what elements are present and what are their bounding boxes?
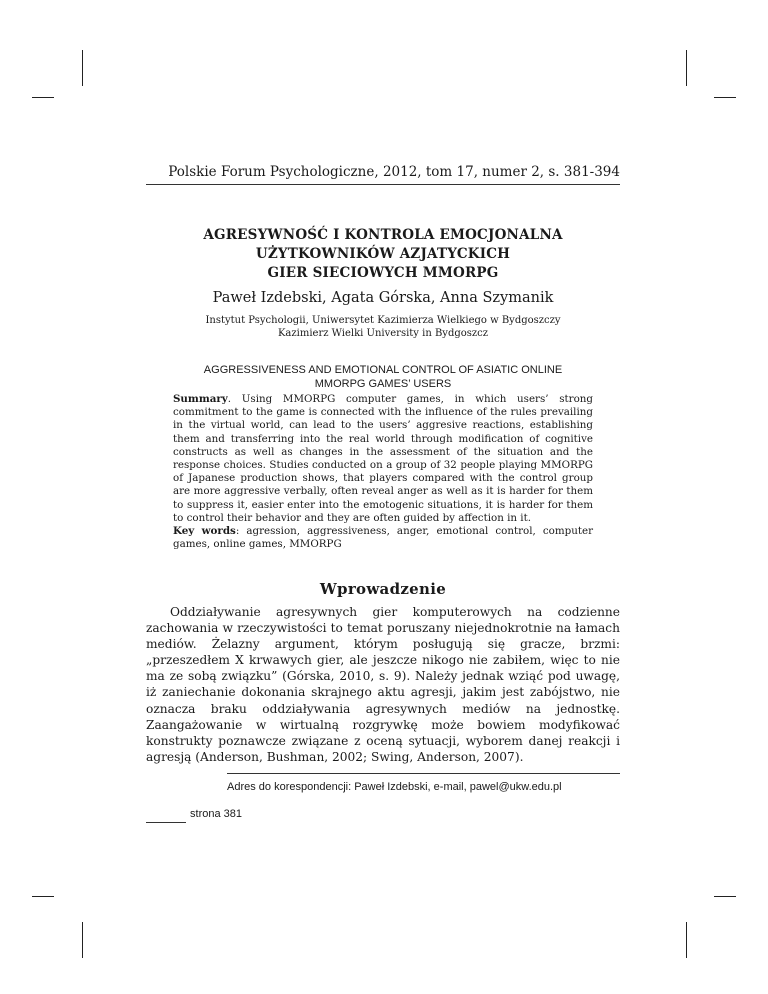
intro-paragraph: Oddziaływanie agresywnych gier komputerowych na codzienne zachowania w rzeczywistości to temat poruszany niejednokrotnie na łamach mediów. Żelazny argument, którym posługują się gracze, brzmi: „przeszedłem X krwawych gier, ale jeszcze nikogo nie zabiłem, więc to nie ma ze sobą związku” (Górska, 2010, s. 9). Należy jednak wziąć pod uwagę, iż zaniechanie dokonania skrajnego aktu agresji, jakim jest zabójstwo, nie oznacza braku oddziaływania agresywnych mediów na jednostkę. Zaangażowanie w wirtualną rozgrywkę może bowiem modyfikować konstrukty poznawcze związane z oceną sytuacji, wyborem danej reakcji i agresją (Anderson, Bushman, 2002; Swing, Anderson, 2007). xyxy=(146,605,620,764)
crop-mark xyxy=(82,50,83,86)
summary-paragraph xyxy=(173,393,593,525)
crop-mark xyxy=(32,97,54,98)
affiliation-en: Kazimierz Wielki University in Bydgoszcz xyxy=(277,328,489,339)
crop-mark xyxy=(714,896,736,897)
keywords-label: Key words xyxy=(173,525,236,538)
journal-header: Polskie Forum Psychologiczne, 2012, tom 17, numer 2, s. 381-394 xyxy=(146,164,620,185)
crop-mark xyxy=(686,922,687,958)
crop-mark xyxy=(686,50,687,86)
crop-mark xyxy=(32,896,54,897)
summary-label: Summary xyxy=(173,393,228,405)
page-number-divider xyxy=(146,822,186,823)
summary xyxy=(173,393,593,551)
title-line: UŻYTKOWNIKÓW AZJATYCKICH xyxy=(255,246,511,262)
crop-mark xyxy=(714,97,736,98)
keywords-text: : agression, aggressiveness, anger, emotional control, computer games, online games, MMORPG xyxy=(173,525,593,551)
english-title-line: MMORPG GAMES’ USERS xyxy=(314,378,452,390)
english-title xyxy=(146,363,620,391)
title-line: AGRESYWNOŚĆ I KONTROLA EMOCJONALNA xyxy=(203,227,563,243)
summary-text: . Using MMORPG computer games, in which users’ strong commitment to the game is connected with the influence of the rules prevailing in the virtual world, can lead to the users’ aggresive reactions, establishing them and transferring into the real world through modification of cognitive constructs as well as changes in the assessment of the situation and the response choices. Studies conducted on a group of 32 people playing MMORPG of Japanese production shows, that players compared with the control group are more aggressive verbally, often reveal anger as well as it is harder for them to suppress it, easier enter into the emotogenic situations, it is harder for them to control their behavior and they are often guided by affection in it. xyxy=(173,393,593,524)
affiliation xyxy=(146,314,620,340)
page-number: strona 381 xyxy=(190,808,242,820)
correspondence-footnote: Adres do korespondencji: Paweł Izdebski, e-mail, pawel@ukw.edu.pl xyxy=(227,781,562,793)
keywords xyxy=(173,525,593,551)
crop-mark xyxy=(82,922,83,958)
footnote-divider xyxy=(227,773,620,774)
section-heading: Wprowadzenie xyxy=(319,580,447,598)
affiliation-pl: Instytut Psychologii, Uniwersytet Kazimierza Wielkiego w Bydgoszczy xyxy=(205,315,561,326)
title-line: GIER SIECIOWYCH MMORPG xyxy=(267,265,499,281)
article-title xyxy=(146,226,620,283)
authors: Paweł Izdebski, Agata Górska, Anna Szymanik xyxy=(212,290,554,306)
english-title-line: AGGRESSIVENESS AND EMOTIONAL CONTROL OF ASIATIC ONLINE xyxy=(203,364,563,376)
